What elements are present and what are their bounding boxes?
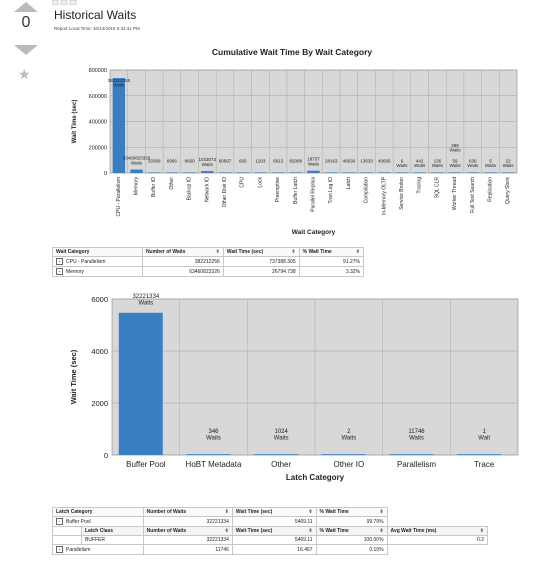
x-axis-label: Wait Category: [291, 229, 336, 236]
bar: [254, 454, 298, 455]
col-header-wait-time[interactable]: Wait Time (sec) ⬍: [223, 248, 299, 257]
data-label: 40666: [378, 158, 391, 164]
data-label: 346 Waits: [206, 429, 221, 442]
x-tick-label: Other IO: [333, 460, 365, 469]
vote-count: 0: [21, 14, 31, 31]
data-label: 60567: [218, 158, 232, 164]
data-label: 5 Waits: [484, 158, 497, 169]
bar: [148, 172, 160, 173]
y-tick-label: 400000: [88, 119, 107, 126]
bar: [272, 172, 284, 173]
inner-header-row: [53, 527, 488, 536]
x-tick-label: Backup IO: [186, 177, 193, 201]
report-subtitle: Report Local Time: 10/14/2019 5:34:41 PM: [54, 26, 140, 31]
table-row: BUFFER 32221334 5469.11 100.00% 0.2: [53, 536, 488, 545]
x-tick-label: Buffer IO: [151, 177, 158, 197]
x-tick-label: Other Disk IO: [222, 177, 229, 208]
data-label: 11746 Waits: [408, 429, 425, 442]
y-tick-label: 200000: [88, 145, 107, 152]
col-header-pct-wait-time[interactable]: % Wait Time ⬍: [316, 508, 387, 517]
expand-icon[interactable]: +: [56, 258, 63, 265]
x-tick-label: Parallel Replica: [310, 177, 317, 212]
cumulative-wait-chart: [52, 0, 540, 240]
x-tick-label: Service Broker: [398, 177, 405, 210]
y-tick-label: 800000: [88, 68, 107, 74]
expand-icon[interactable]: +: [56, 268, 63, 275]
x-tick-label: Compilation: [363, 177, 370, 204]
x-tick-label: Buffer Latch: [292, 177, 299, 204]
bar: [389, 454, 433, 455]
y-axis-label: Wait Time (sec): [72, 99, 78, 144]
data-label: 6 Waits: [396, 158, 408, 169]
table-row: − Buffer Pool 32221334 5469.11 99.79%: [53, 517, 488, 527]
col-header-inner-number-of-waits[interactable]: Number of Waits ⬍: [143, 527, 232, 536]
bar: [413, 172, 425, 173]
bar: [467, 172, 479, 173]
expand-icon[interactable]: +: [56, 546, 63, 553]
latch-category-table: [52, 507, 488, 555]
bar: [360, 172, 372, 173]
y-tick-label: 0: [103, 171, 107, 177]
bar: [322, 454, 366, 455]
y-tick-label: 0: [103, 451, 108, 460]
x-axis-label: Latch Category: [285, 473, 345, 482]
data-label: 6813: [273, 158, 284, 164]
bar: [307, 171, 319, 173]
bar: [457, 454, 501, 455]
bar: [201, 171, 213, 173]
data-label: 63460823326 Waits: [122, 155, 151, 166]
data-label: 20368: [147, 158, 161, 164]
x-tick-label: Other: [168, 177, 175, 190]
x-tick-label: Buffer Pool: [126, 460, 166, 469]
bar: [166, 172, 178, 173]
data-label: 46630: [342, 158, 356, 164]
bar: [378, 172, 390, 173]
bar: [343, 172, 355, 173]
bar: [290, 172, 302, 173]
data-label: 32221334 Waits: [132, 294, 160, 307]
upvote-arrow-icon[interactable]: [14, 2, 38, 12]
x-tick-label: Other: [271, 460, 292, 469]
data-label: 1 Wait: [478, 429, 491, 442]
data-label: 6966: [166, 158, 177, 164]
x-tick-label: Memory: [133, 177, 140, 196]
table-row: + Memory 63460823326 26794.738 3.32%: [53, 267, 364, 277]
report-title: Historical Waits: [54, 8, 137, 22]
bar: [186, 454, 230, 455]
x-tick-label: In-Memory OLTP: [381, 177, 388, 215]
vote-panel: [0, 0, 52, 581]
bar: [130, 170, 142, 173]
col-header-inner-wait-time[interactable]: Wait Time (sec) ⬍: [232, 527, 316, 536]
data-label: 442 Waits: [414, 158, 426, 169]
y-tick-label: 6000: [91, 295, 108, 304]
table-row: + CPU - Parallelism 382212256 737388.305 91.27%: [53, 257, 364, 267]
x-tick-label: Lock: [257, 177, 264, 188]
wait-category-table: [52, 247, 364, 277]
bar: [183, 172, 195, 173]
data-label: 382212256 Waits: [107, 78, 131, 88]
x-tick-label: Latch: [345, 177, 352, 190]
col-header-latch-category[interactable]: Latch Category: [53, 508, 144, 517]
x-tick-label: Parallelism: [396, 460, 437, 469]
col-header-latch-class[interactable]: Latch Class: [82, 527, 144, 536]
col-header-wait-time[interactable]: Wait Time (sec) ⬍: [232, 508, 316, 517]
y-tick-label: 2000: [91, 399, 108, 408]
favorite-star-icon[interactable]: ★: [18, 66, 31, 82]
bar: [484, 172, 496, 173]
data-label: 1033073 Waits: [198, 157, 217, 167]
y-axis-label: Wait Time (sec): [69, 349, 78, 405]
col-header-number-of-waits[interactable]: Number of Waits ⬍: [143, 508, 232, 517]
bar: [449, 172, 461, 173]
data-label: 298 Waits: [449, 143, 461, 153]
x-tick-label: Worker Thread: [452, 177, 459, 211]
data-label: 8660: [184, 158, 195, 164]
collapse-icon[interactable]: −: [56, 518, 63, 525]
data-label: 13633: [360, 158, 373, 164]
bar: [119, 313, 163, 455]
bar: [254, 172, 266, 173]
report-screenshot: [52, 0, 540, 581]
x-tick-label: Replication: [487, 177, 494, 202]
data-label: 2 Waits: [341, 429, 357, 442]
col-header-avg-wait-time[interactable]: Avg Wait Time (ms) ⬍: [387, 527, 487, 536]
bar: [219, 172, 231, 173]
data-label: 82088: [289, 158, 303, 164]
col-header-pct-wait-time[interactable]: % Wait Time ⬍: [299, 248, 363, 257]
data-label: 28163: [324, 158, 338, 164]
data-label: 18737 Waits: [307, 156, 320, 167]
downvote-arrow-icon[interactable]: [14, 45, 38, 55]
x-tick-label: Preemptive: [275, 177, 282, 203]
x-tick-label: SQL CLR: [434, 177, 441, 199]
data-label: 1024 Waits: [273, 429, 289, 442]
y-tick-label: 600000: [88, 93, 107, 100]
x-tick-label: Trace: [474, 460, 495, 469]
bar: [396, 172, 408, 173]
chart-title: Cumulative Wait Time By Wait Category: [211, 47, 373, 57]
x-tick-label: CPU: [239, 177, 246, 188]
bar: [502, 172, 514, 173]
x-tick-label: HoBT Metadata: [185, 460, 242, 469]
bar: [325, 172, 337, 173]
x-tick-label: Tracing: [416, 177, 423, 194]
x-tick-label: CPU - Parallelism: [115, 177, 122, 217]
bar: [237, 172, 249, 173]
data-label: 59 Waits: [449, 158, 461, 169]
data-label: 630 Waits: [467, 158, 479, 169]
col-header-wait-category[interactable]: Wait Category: [53, 248, 143, 257]
data-label: 136 Waits: [431, 158, 443, 169]
x-tick-label: Tran Log IO: [328, 177, 335, 204]
y-tick-label: 4000: [91, 347, 108, 356]
data-label: 1203: [255, 158, 266, 164]
latch-category-chart: [52, 282, 540, 507]
col-header-inner-pct-wait-time[interactable]: % Wait Time ⬍: [316, 527, 387, 536]
data-label: 22 Waits: [502, 158, 514, 169]
table-row: + Parallelism 11746 16.467 0.19%: [53, 545, 488, 555]
x-tick-label: Full Text Search: [469, 177, 476, 213]
bar: [431, 172, 443, 173]
data-label: 660: [238, 158, 247, 164]
x-tick-label: Query Store: [505, 177, 512, 204]
col-header-number-of-waits[interactable]: Number of Waits ⬍: [142, 248, 223, 257]
x-tick-label: Network IO: [204, 177, 211, 203]
